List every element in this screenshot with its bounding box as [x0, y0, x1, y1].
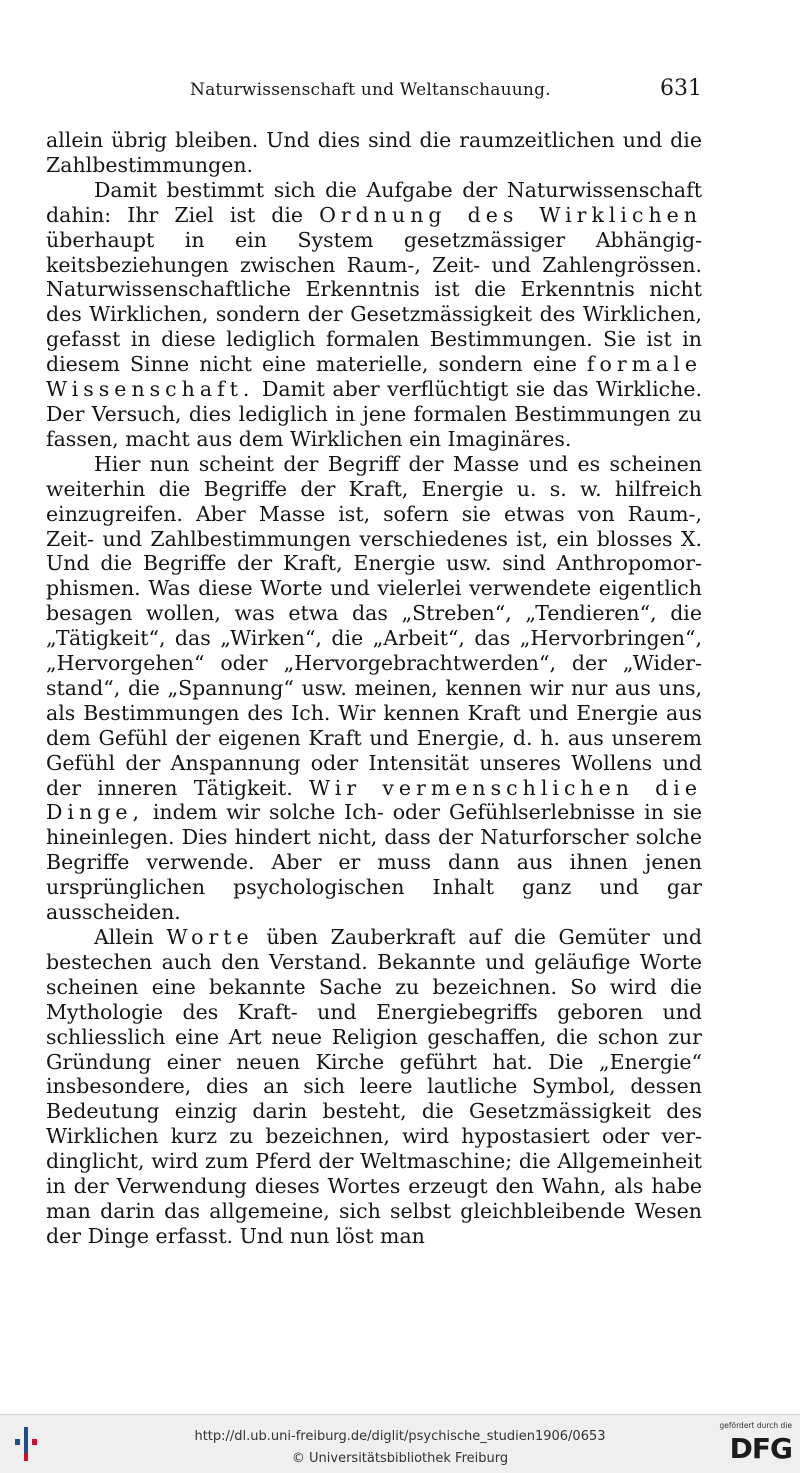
- emphasis-spaced-text: Worte: [166, 925, 254, 949]
- paragraph: [46, 178, 702, 452]
- emphasis-spaced-text: formale Wissenschaft.: [46, 352, 702, 402]
- text-run: üben Zauberkraft auf die Gemüter und bestechen auch den Verstand. Bekannte und geläufige Worte scheinen eine bekannte Sache zu bezeichnen. So wird die Mythologie des Kraft- und Energiebegriffs geboren und schliesslich eine Art neue Religion geschaffen, die schon zur Gründung einer neuen Kirche geführt hat. Die „Energie“ insbesondere, dies an sich leere lautliche Symbol, dessen Bedeutung einzig darin besteht, die Gesetzmässigkeit des Wirklichen kurz zu bezeichnen, wird hypostasiert oder verdinglicht, wird zum Pferd der Weltmaschine; die Allgemeinheit in der Verwendung dieses Wortes erzeugt den Wahn, als habe man darin das allgemeine, sich selbst gleichbleibende Wesen der Dinge erfasst. Und nun löst man: [46, 925, 703, 1248]
- paragraph: [46, 925, 702, 1249]
- text-run: Allein: [94, 925, 167, 949]
- text-run: indem wir solche Ich- oder Gefühlserlebnisse in sie hineinlegen. Dies hindert nicht, dass der Naturforscher solche Begriffe verwende. Aber er muss dann aus ihnen jenen ursprünglichen psychologischen Inhalt ganz und gar ausscheiden.: [46, 800, 702, 925]
- paragraph: [46, 452, 702, 925]
- text-run: überhaupt in ein System gesetzmässiger Abhängigkeitsbeziehungen zwischen Raum-, Zeit- und Zahlengrössen. Naturwissenschaftliche Erkenntnis ist die Erkenntnis nicht des Wirklichen, sondern der Gesetzmässigkeit des Wirklichen, gefasst in diese lediglich formalen Bestimmungen. Sie ist in diesem Sinne nicht eine materielle, sondern eine: [46, 227, 702, 377]
- dfg-logo: DFG: [729, 1432, 792, 1465]
- copyright-notice: © Universitätsbibliothek Freiburg: [291, 1451, 509, 1466]
- text-run: Damit aber verflüchtigt sie das Wirkliche. Der Versuch, dies lediglich in jene formalen Bestimmungen zu fassen, macht aus dem Wirklichen ein Imaginäres.: [46, 377, 702, 451]
- library-logo-icon: [12, 1423, 42, 1465]
- text-run: allein übrig bleiben. Und dies sind die raumzeitlichen und die Zahlbestimmungen.: [46, 128, 702, 177]
- page-number: 631: [660, 76, 702, 101]
- dfg-funding-block: [706, 1421, 792, 1469]
- paragraph: [46, 128, 702, 178]
- body-text: [46, 128, 702, 1249]
- dfg-caption: gefördert durch die: [719, 1421, 792, 1430]
- running-head-title: Naturwissenschaft und Weltanschauung.: [190, 80, 551, 100]
- source-url-link[interactable]: http://dl.ub.uni-freiburg.de/diglit/psychische_studien1906/0653: [194, 1429, 606, 1444]
- text-run: Damit bestimmt sich die Aufgabe der Naturwissenschaft dahin: Ihr Ziel ist die: [46, 177, 702, 227]
- emphasis-spaced-text: Wir vermenschlichen die Dinge,: [46, 775, 702, 825]
- text-run: Hier nun scheint der Begriff der Masse und es scheinen weiterhin die Begriffe der Kraft, Energie u. s. w. hilfreich einzugreifen. Aber Masse ist, sofern sie etwas von Raum-, Zeit- und Zahlbestimmungen verschiedenes ist, ein blosses X. Und die Begriffe der Kraft, Energie usw. sind Anthropomorphismen. Was diese Worte und vielerlei verwendete eigentlich besagen wollen, was etwa das „Streben“, „Tendieren“, die „Tätigkeit“, das „Wirken“, die „Arbeit“, das „Hervorbringen“, „Hervorgehen“ oder „Hervorgebrachtwerden“, der „Widerstand“, die „Spannung“ usw. meinen, kennen wir nur aus uns, als Bestimmungen des Ich. Wir kennen Kraft und Energie aus dem Gefühl der eigenen Kraft und Energie, d. h. aus unserem Gefühl der Anspannung oder Intensität unseres Wollens und der inneren Tätigkeit.: [46, 451, 702, 800]
- running-head: [190, 78, 702, 104]
- emphasis-spaced-text: Ordnung des Wirklichen: [319, 202, 702, 227]
- footer-bar: [0, 1414, 800, 1473]
